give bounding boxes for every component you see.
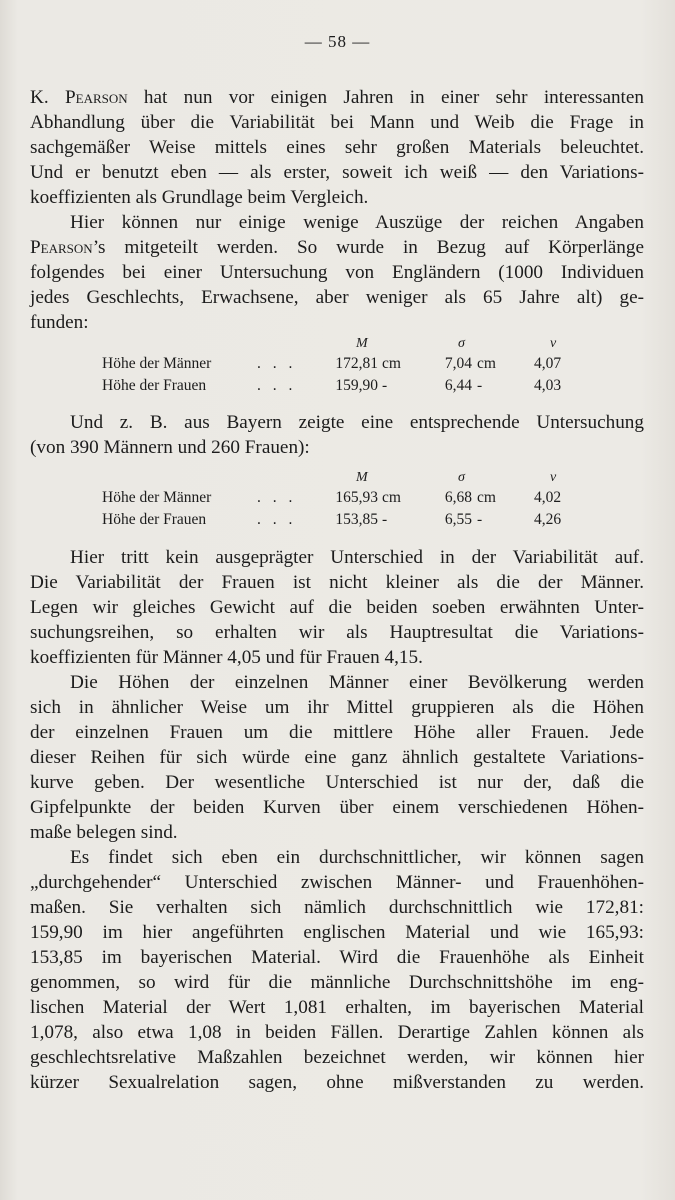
row-label: Höhe der Frauen bbox=[102, 377, 207, 394]
sigma-value: 6,68 bbox=[444, 489, 472, 506]
mean-unit: cm bbox=[382, 489, 401, 506]
text-segment: sachgemäßer Weise mittels eines sehr großen Materials beleuchtet. bbox=[30, 137, 644, 158]
text-line bbox=[30, 1020, 644, 1045]
author-name: Pearson bbox=[64, 87, 128, 108]
text-line bbox=[30, 285, 644, 310]
text-line bbox=[30, 160, 644, 185]
text-line bbox=[30, 920, 644, 945]
mean-value: 159,90 bbox=[335, 377, 378, 394]
coefficient-header: v bbox=[550, 336, 557, 351]
text-segment: koeffizienten für Männer 4,05 und für Frauen 4,15. bbox=[30, 647, 423, 668]
text-line bbox=[30, 870, 644, 895]
text-segment: suchungsreihen, so erhalten wir als Hauptresultat die Variations- bbox=[30, 622, 644, 643]
text-segment: Hier tritt kein ausgeprägter Unterschied in der Variabilität auf. bbox=[70, 547, 644, 568]
text-line bbox=[30, 670, 644, 695]
page-number: — 58 — bbox=[304, 32, 371, 51]
text-segment: Hier können nur einige wenige Auszüge der reichen Angaben bbox=[70, 212, 644, 233]
text-segment: Die Höhen der einzelnen Männer einer Bevölkerung werden bbox=[70, 672, 644, 693]
mean-unit: cm bbox=[382, 355, 401, 372]
text-line bbox=[30, 1070, 644, 1095]
text-segment: Abhandlung über die Variabilität bei Mann und Weib die Frage in bbox=[30, 112, 644, 133]
text-segment: maße belegen sind. bbox=[30, 822, 178, 843]
text-segment: der einzelnen Frauen um die mittlere Höhe aller Frauen. Jede bbox=[30, 722, 644, 743]
text-segment: Die Variabilität der Frauen ist nicht kleiner als die der Männer. bbox=[30, 572, 644, 593]
text-line bbox=[30, 410, 644, 435]
text-segment: lischen Material der Wert 1,081 erhalten, im bayerischen Material bbox=[30, 997, 644, 1018]
text-line bbox=[30, 135, 644, 160]
mean-value: 153,85 bbox=[335, 511, 378, 528]
leader-dots: . . . bbox=[257, 511, 297, 528]
mean-unit: - bbox=[382, 377, 388, 394]
text-line bbox=[30, 945, 644, 970]
text-segment: Gipfelpunkte der beiden Kurven über einem verschiedenen Höhen- bbox=[30, 797, 644, 818]
leader-dots: . . . bbox=[257, 355, 297, 372]
text-block-discussion bbox=[30, 545, 644, 1095]
text-line bbox=[30, 845, 644, 870]
text-segment: sich in ähnlicher Weise um ihr Mittel gruppieren als die Höhen bbox=[30, 697, 644, 718]
text-block-intro bbox=[30, 85, 644, 335]
text-segment: genommen, so wird für die männliche Durchschnittshöhe im eng- bbox=[30, 972, 644, 993]
sigma-unit: - bbox=[477, 511, 483, 528]
row-label: Höhe der Frauen bbox=[102, 511, 207, 528]
text-line bbox=[30, 895, 644, 920]
text-line bbox=[30, 235, 644, 260]
text-segment: jedes Geschlechts, Erwachsene, aber weniger als 65 Jahre alt) ge- bbox=[30, 287, 644, 308]
text-segment: hat nun vor einigen Jahren in einer sehr interessanten bbox=[127, 87, 644, 108]
leader-dots: . . . bbox=[257, 489, 297, 506]
sigma-unit: cm bbox=[477, 355, 496, 372]
sigma-header: σ bbox=[458, 336, 465, 351]
text-line bbox=[30, 995, 644, 1020]
text-line bbox=[30, 645, 644, 670]
text-segment: 1,078, also etwa 1,08 in beiden Fällen. Derartige Zahlen können als bbox=[30, 1022, 644, 1043]
mean-value: 165,93 bbox=[335, 489, 378, 506]
author-name: Pearson bbox=[30, 237, 93, 258]
text-segment: dieser Reihen für sich würde eine ganz ähnlich gestaltete Variations- bbox=[30, 747, 644, 768]
text-segment: folgendes bei einer Untersuchung von Engländern (1000 Individuen bbox=[30, 262, 644, 283]
text-line bbox=[30, 570, 644, 595]
sigma-unit: cm bbox=[477, 489, 496, 506]
text-line bbox=[30, 595, 644, 620]
text-segment: Und z. B. aus Bayern zeigte eine entsprechende Untersuchung bbox=[70, 412, 644, 433]
coefficient-value: 4,03 bbox=[534, 377, 562, 394]
sigma-value: 7,04 bbox=[444, 355, 472, 372]
text-line bbox=[30, 210, 644, 235]
leader-dots: . . . bbox=[257, 377, 297, 394]
text-segment: ’s mitgeteilt werden. So wurde in Bezug auf Körperlänge bbox=[92, 237, 644, 258]
text-line bbox=[30, 310, 644, 335]
text-block-bavaria bbox=[30, 410, 644, 460]
text-line bbox=[30, 545, 644, 570]
coefficient-header: v bbox=[550, 470, 557, 485]
text-line bbox=[30, 820, 644, 845]
text-line bbox=[30, 695, 644, 720]
sigma-header: σ bbox=[458, 470, 465, 485]
text-line bbox=[30, 1045, 644, 1070]
text-line bbox=[30, 770, 644, 795]
text-line bbox=[30, 435, 644, 460]
text-segment: (von 390 Männern und 260 Frauen): bbox=[30, 437, 310, 458]
row-label: Höhe der Männer bbox=[102, 489, 212, 506]
text-line bbox=[30, 745, 644, 770]
text-segment: funden: bbox=[30, 312, 89, 333]
text-line bbox=[30, 720, 644, 745]
sigma-value: 6,44 bbox=[444, 377, 472, 394]
mean-header: M bbox=[356, 470, 368, 485]
text-segment: kurve geben. Der wesentliche Unterschied ist nur der, daß die bbox=[30, 772, 644, 793]
text-line bbox=[30, 85, 644, 110]
text-segment: K. bbox=[30, 87, 65, 108]
text-segment: Es findet sich eben ein durchschnittlicher, wir können sagen bbox=[70, 847, 644, 868]
text-line bbox=[30, 110, 644, 135]
mean-unit: - bbox=[382, 511, 388, 528]
text-segment: geschlechtsrelative Maßzahlen bezeichnet werden, wir können hier bbox=[30, 1047, 644, 1068]
text-line bbox=[30, 260, 644, 285]
text-segment: koeffizienten als Grundlage beim Vergleich. bbox=[30, 187, 369, 208]
coefficient-value: 4,07 bbox=[534, 355, 562, 372]
coefficient-value: 4,02 bbox=[534, 489, 562, 506]
text-segment: kürzer Sexualrelation sagen, ohne mißverstanden zu werden. bbox=[30, 1072, 644, 1093]
text-line bbox=[30, 970, 644, 995]
text-line bbox=[30, 620, 644, 645]
text-line bbox=[30, 185, 644, 210]
sigma-unit: - bbox=[477, 377, 483, 394]
text-segment: „durchgehender“ Unterschied zwischen Männer- und Frauenhöhen- bbox=[30, 872, 644, 893]
sigma-value: 6,55 bbox=[444, 511, 472, 528]
mean-header: M bbox=[356, 336, 368, 351]
text-segment: Und er benutzt eben — als erster, soweit ich weiß — den Variations- bbox=[30, 162, 644, 183]
text-segment: 159,90 im hier angeführten englischen Material und wie 165,93: bbox=[30, 922, 644, 943]
text-segment: Legen wir gleiches Gewicht auf die beiden soeben erwähnten Unter- bbox=[30, 597, 644, 618]
mean-value: 172,81 bbox=[335, 355, 378, 372]
row-label: Höhe der Männer bbox=[102, 355, 212, 372]
coefficient-value: 4,26 bbox=[534, 511, 562, 528]
text-segment: maßen. Sie verhalten sich nämlich durchschnittlich wie 172,81: bbox=[30, 897, 644, 918]
text-segment: 153,85 im bayerischen Material. Wird die Frauenhöhe als Einheit bbox=[30, 947, 644, 968]
text-line bbox=[30, 795, 644, 820]
